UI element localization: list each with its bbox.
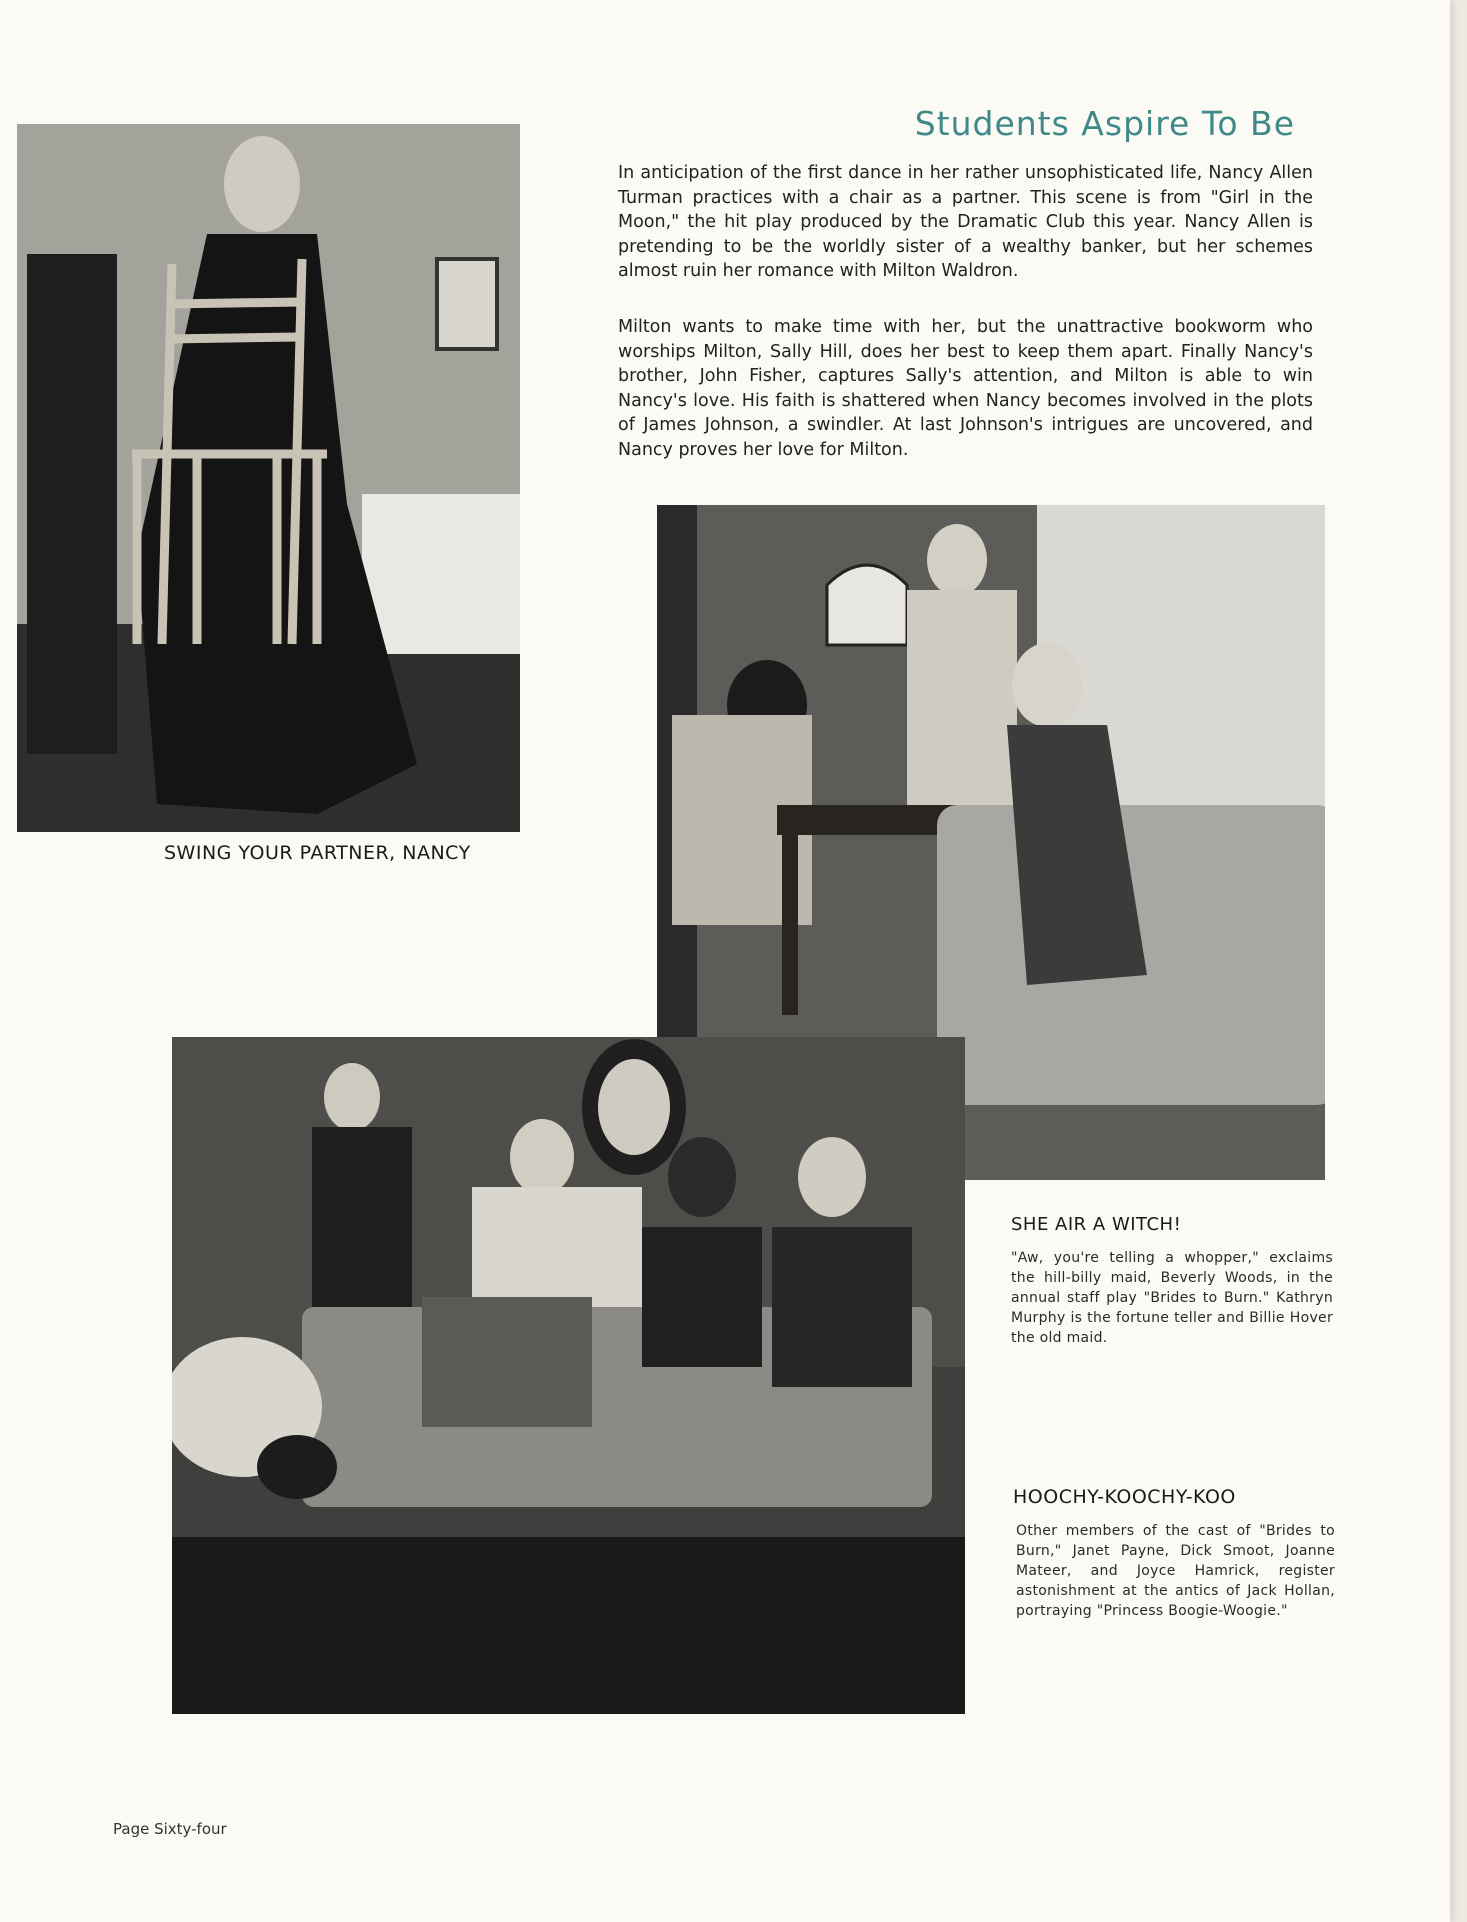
caption-hoochy-heading: HOOCHY-KOOCHY-KOO [1013,1486,1236,1508]
photo-hoochy-koochy-koo [172,1037,965,1714]
caption-witch-heading: SHE AIR A WITCH! [1011,1214,1182,1235]
caption-hoochy-text: Other members of the cast of "Brides to Burn," Janet Payne, Dick Smoot, Joanne Mateer, and Joyce Hamrick, register astonishment at the antics of Jack Hollan, portraying "Princess Boogie-Woogie." [1016,1523,1335,1619]
photo-swing-your-partner [17,124,520,832]
caption-swing-heading: SWING YOUR PARTNER, NANCY [164,842,471,864]
intro-paragraph-2: Milton wants to make time with her, but the unattractive bookworm who worships Milton, Sally Hill, does her best to keep them apart. Finally Nancy's brother, John Fisher, captures Sally's attention, and Milton is able to win Nancy's love. His faith is shattered when Nancy becomes involved in the plots of James Johnson, a swindler. At last Johnson's intrigues are uncovered, and Nancy proves her love for Milton. [618,317,1313,460]
caption-witch-text: "Aw, you're telling a whopper," exclaims the hill-billy maid, Beverly Woods, in the annual staff play "Brides to Burn." Kathryn Murphy is the fortune teller and Billie Hover the old maid. [1011,1250,1333,1346]
page-title: Students Aspire To Be [914,104,1295,143]
page-number: Page Sixty-four [113,1820,227,1838]
intro-paragraph-1: In anticipation of the first dance in her rather unsophisticated life, Nancy Allen Turman practices with a chair as a partner. This scene is from "Girl in the Moon," the hit play produced by the Dramatic Club this year. Nancy Allen is pretending to be the worldly sister of a wealthy banker, but her schemes almost ruin her romance with Milton Waldron. [618,163,1313,281]
